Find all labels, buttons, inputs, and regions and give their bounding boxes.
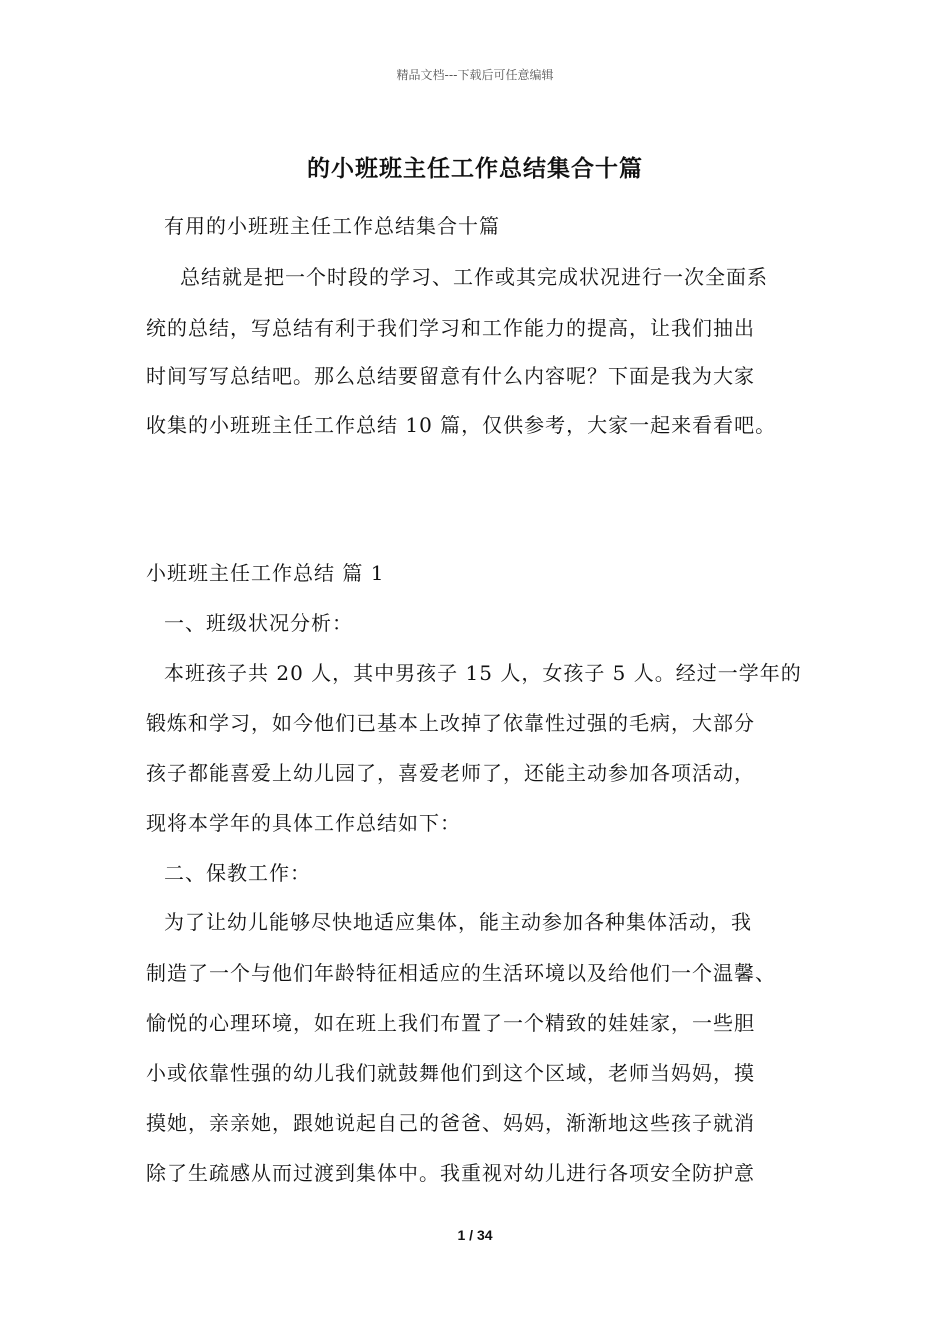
- para2-line-2: 制造了一个与他们年龄特征相适应的生活环境以及给他们一个温馨、: [146, 961, 776, 985]
- para2-line-6: 除了生疏感从而过渡到集体中。我重视对幼儿进行各项安全防护意: [146, 1161, 755, 1185]
- para2-line-5: 摸她，亲亲她，跟她说起自己的爸爸、妈妈，渐渐地这些孩子就消: [146, 1111, 755, 1135]
- para1-line-4: 现将本学年的具体工作总结如下：: [146, 811, 461, 835]
- para2-line-3: 愉悦的心理环境，如在班上我们布置了一个精致的娃娃家，一些胆: [146, 1011, 755, 1035]
- intro-line-2: 统的总结，写总结有利于我们学习和工作能力的提高，让我们抽出: [146, 316, 755, 340]
- para1-line-1: 本班孩子共 20 人，其中男孩子 15 人，女孩子 5 人。经过一学年的: [164, 661, 802, 685]
- para2-line-4: 小或依靠性强的幼儿我们就鼓舞他们到这个区域，老师当妈妈，摸: [146, 1061, 755, 1085]
- header-note: 精品文档---下载后可任意编辑: [396, 68, 554, 82]
- document-title: 的小班班主任工作总结集合十篇: [307, 155, 643, 182]
- intro-line-1: 总结就是把一个时段的学习、工作或其完成状况进行一次全面系: [180, 265, 768, 289]
- subtitle: 有用的小班班主任工作总结集合十篇: [164, 214, 500, 238]
- intro-line-3: 时间写写总结吧。那么总结要留意有什么内容呢？下面是我为大家: [146, 364, 755, 388]
- para2-line-1: 为了让幼儿能够尽快地适应集体，能主动参加各种集体活动，我: [164, 910, 752, 934]
- heading-class-analysis: 一、班级状况分析：: [164, 611, 353, 635]
- section-title: 小班班主任工作总结 篇 1: [146, 561, 385, 585]
- heading-care-education: 二、保教工作：: [164, 861, 311, 885]
- para1-line-3: 孩子都能喜爱上幼儿园了，喜爱老师了，还能主动参加各项活动，: [146, 761, 755, 785]
- page-number: 1 / 34: [457, 1227, 493, 1243]
- para1-line-2: 锻炼和学习，如今他们已基本上改掉了依靠性过强的毛病，大部分: [146, 711, 755, 735]
- intro-line-4: 收集的小班班主任工作总结 10 篇，仅供参考，大家一起来看看吧。: [146, 413, 777, 437]
